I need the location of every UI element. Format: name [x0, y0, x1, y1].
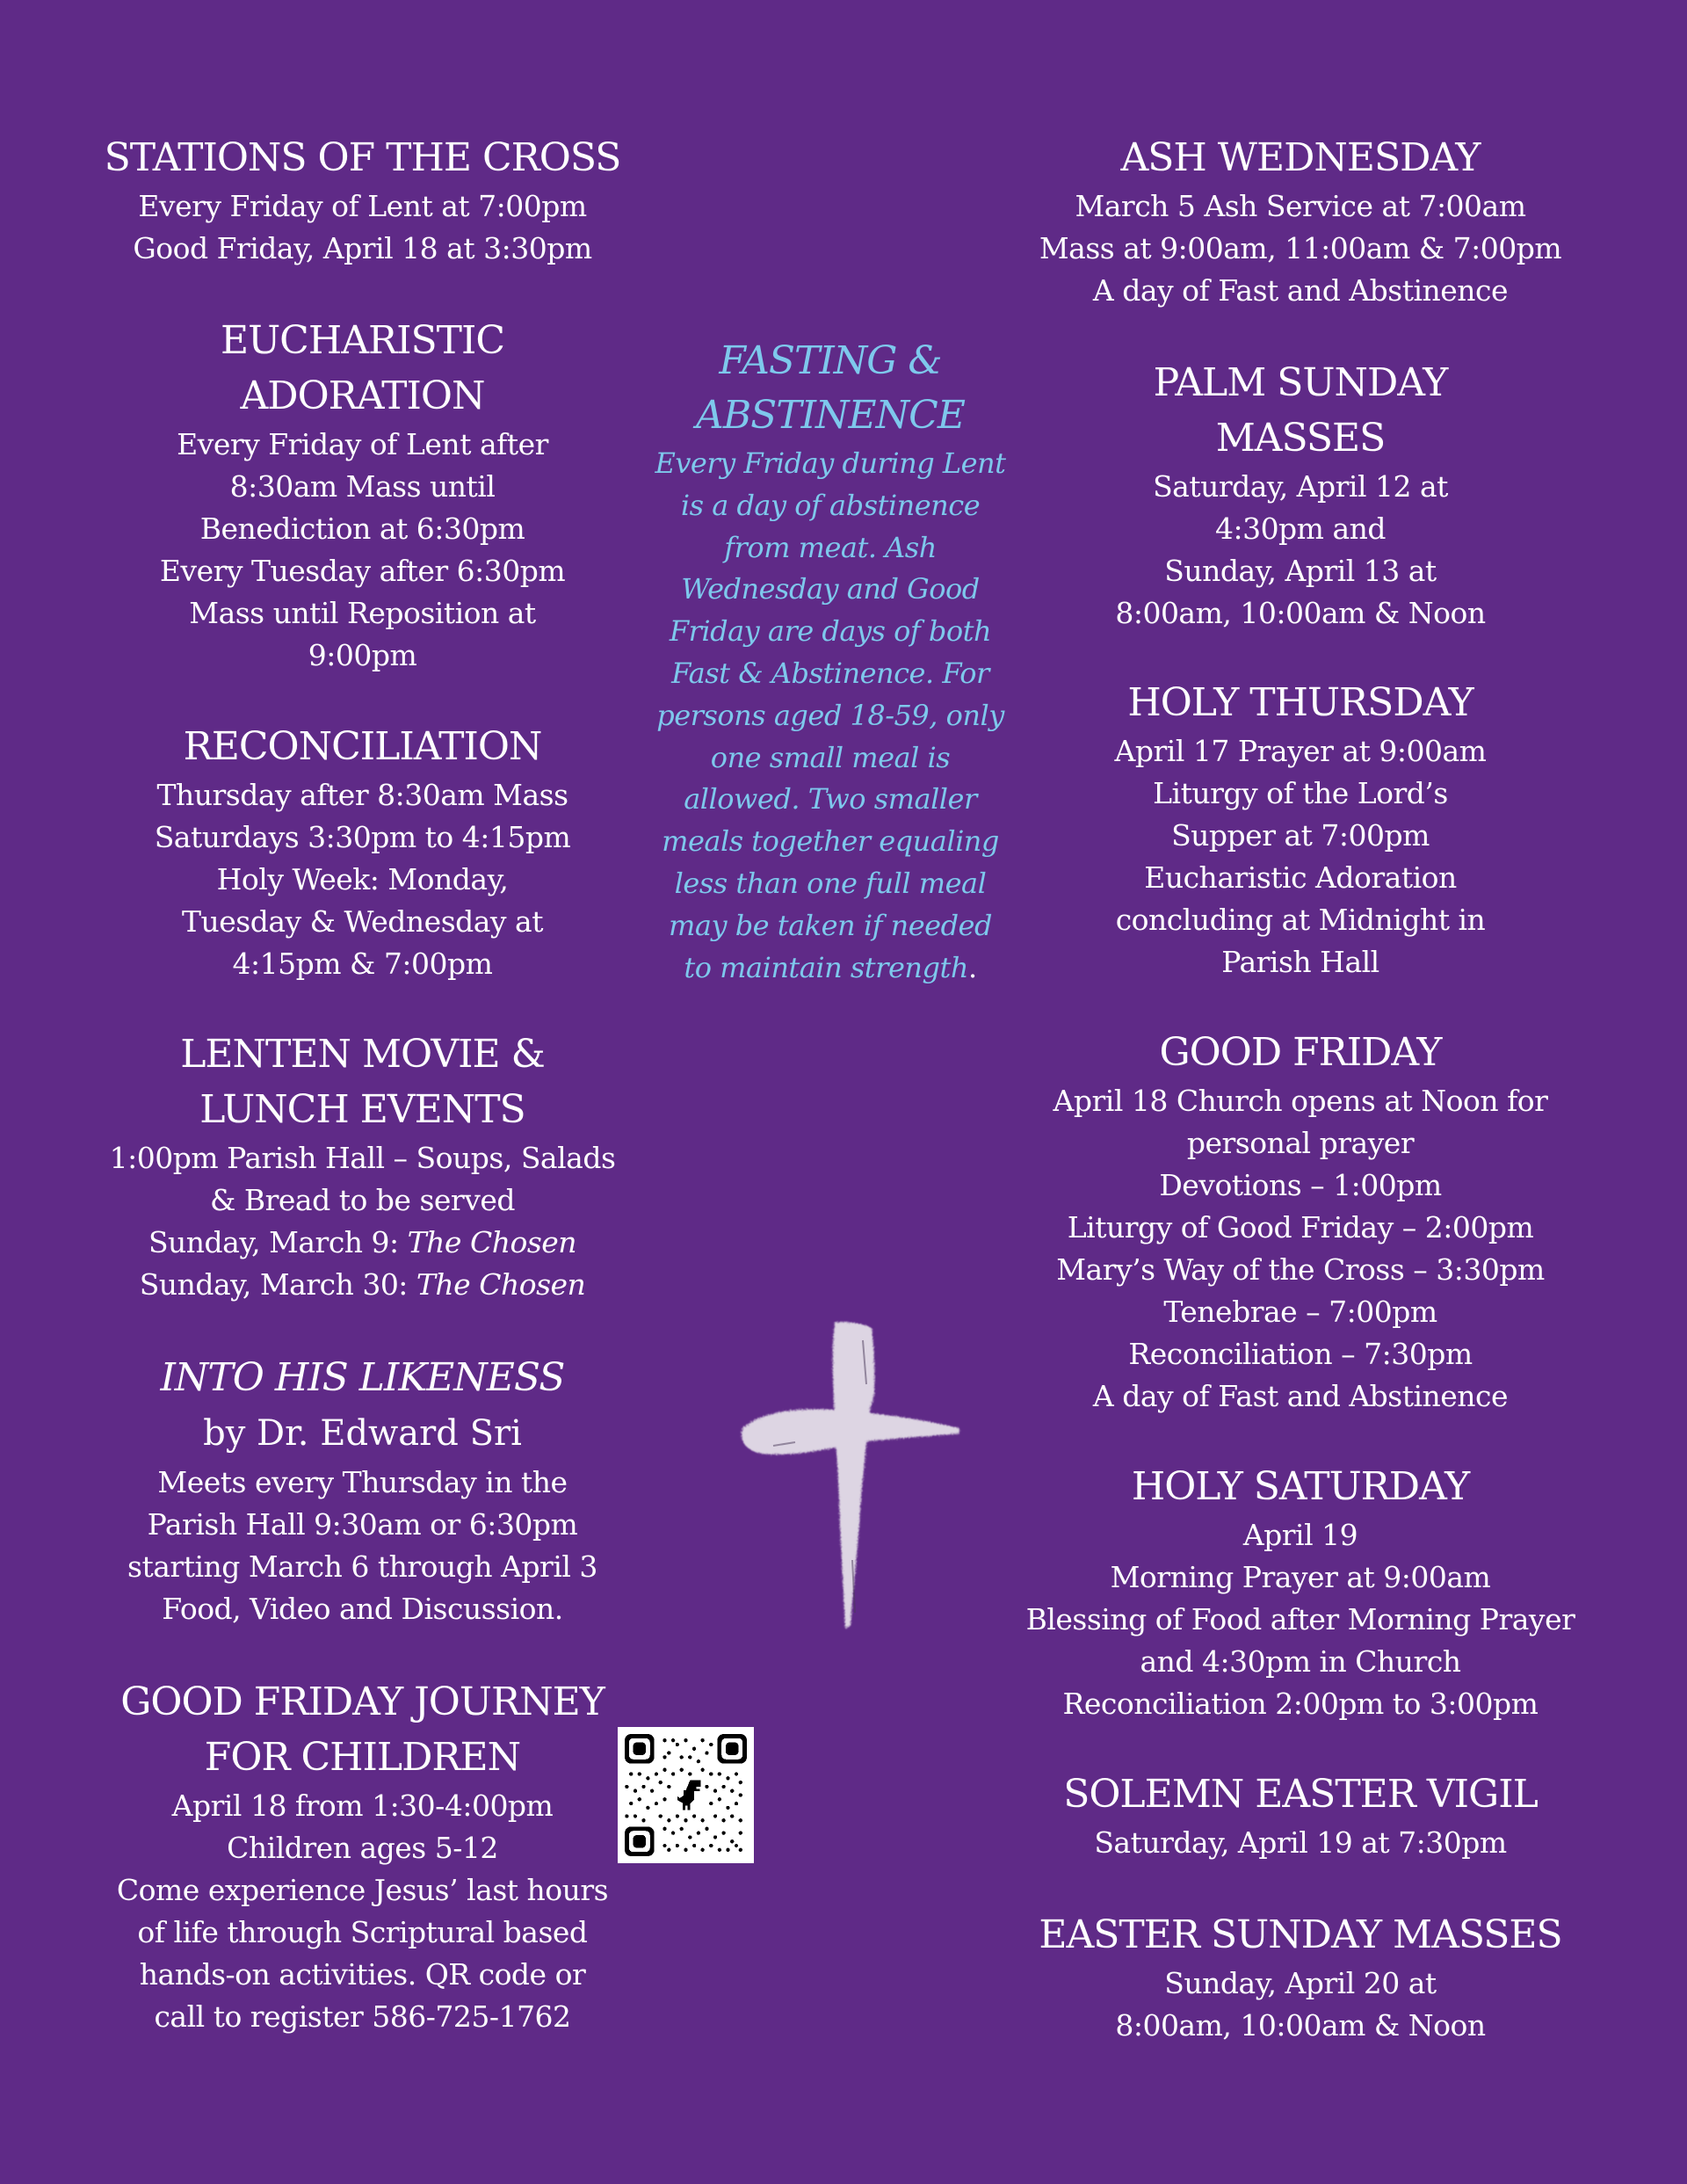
section-line: & Bread to be served: [209, 1183, 515, 1217]
section-good-friday: [1010, 1025, 1590, 1418]
section-line: A day of Fast and Abstinence: [1092, 273, 1509, 308]
section-stations-of-the-cross: [79, 130, 646, 270]
section-line: Good Friday, April 18 at 3:30pm: [133, 231, 592, 265]
final-period: .: [967, 950, 977, 984]
section-easter-sunday-masses: [1010, 1907, 1590, 2047]
section-solemn-easter-vigil: [1010, 1767, 1590, 1864]
fasting-line: from meat. Ash: [724, 530, 937, 564]
section-palm-sunday: [1010, 355, 1590, 635]
fasting-line-last: [628, 947, 1032, 990]
section-line: Morning Prayer at 9:00am: [1110, 1560, 1491, 1594]
section-line: Mass until Reposition at: [189, 596, 536, 630]
section-heading: PALM SUNDAY: [1153, 360, 1448, 405]
section-line: Mass at 9:00am, 11:00am & 7:00pm: [1039, 231, 1562, 265]
section-heading: GOOD FRIDAY JOURNEY: [120, 1680, 605, 1724]
section-line: 4:15pm & 7:00pm: [232, 947, 493, 981]
movie-title: The Chosen: [407, 1225, 577, 1259]
section-heading: INTO HIS LIKENESS: [160, 1355, 565, 1400]
section-line: Tuesday & Wednesday at: [182, 904, 543, 939]
section-line: Parish Hall 9:30am or 6:30pm: [147, 1507, 578, 1542]
fasting-line: less than one full meal: [674, 866, 987, 900]
fasting-line: Fast & Abstinence. For: [671, 656, 989, 690]
section-lenten-movie-lunch: [79, 1027, 646, 1306]
section-heading: HOLY THURSDAY: [1127, 680, 1473, 725]
section-line: 9:00pm: [308, 638, 417, 672]
section-heading: FOR CHILDREN: [204, 1735, 521, 1780]
section-holy-thursday: [1010, 675, 1590, 983]
section-heading: RECONCILIATION: [183, 724, 542, 769]
section-line: Saturdays 3:30pm to 4:15pm: [154, 820, 571, 854]
section-reconciliation: [79, 719, 646, 985]
section-line: April 18 from 1:30-4:00pm: [171, 1789, 554, 1823]
section-line: Sunday, April 13 at: [1164, 554, 1437, 588]
section-line: 1:00pm Parish Hall – Soups, Salads: [109, 1141, 616, 1175]
section-line: A day of Fast and Abstinence: [1092, 1379, 1509, 1413]
section-line: Saturday, April 12 at: [1153, 469, 1448, 504]
section-line: Children ages 5-12: [227, 1831, 498, 1865]
movie-line: [79, 1264, 646, 1306]
movie-title: The Chosen: [416, 1267, 586, 1302]
section-line: Holy Week: Monday,: [216, 862, 509, 896]
section-line: Blessing of Food after Morning Prayer: [1025, 1602, 1575, 1636]
fasting-line: Wednesday and Good: [681, 572, 980, 606]
section-line: Food, Video and Discussion.: [162, 1592, 563, 1626]
section-heading: STATIONS OF THE CROSS: [104, 135, 621, 180]
section-line: April 18 Church opens at Noon for: [1053, 1084, 1548, 1118]
section-line: and 4:30pm in Church: [1140, 1644, 1461, 1679]
section-line: Saturday, April 19 at 7:30pm: [1094, 1825, 1507, 1860]
section-line: April 17 Prayer at 9:00am: [1114, 734, 1487, 768]
section-heading: SOLEMN EASTER VIGIL: [1063, 1772, 1538, 1817]
fasting-heading: FASTING &: [719, 338, 942, 383]
fasting-line: Friday are days of both: [669, 614, 992, 649]
section-line: Liturgy of Good Friday – 2:00pm: [1067, 1210, 1534, 1244]
movie-line: [79, 1222, 646, 1264]
section-line: concluding at Midnight in: [1115, 903, 1486, 937]
section-heading: GOOD FRIDAY: [1159, 1030, 1442, 1075]
movie-date: Sunday, March 30:: [139, 1267, 416, 1302]
section-line: Every Tuesday after 6:30pm: [159, 554, 566, 588]
section-line: March 5 Ash Service at 7:00am: [1075, 189, 1526, 223]
qr-code-registration[interactable]: [618, 1727, 754, 1863]
left-column: [79, 0, 646, 2184]
section-heading: LENTEN MOVIE &: [180, 1032, 545, 1077]
section-heading: EUCHARISTIC: [220, 318, 505, 363]
section-line: 8:30am Mass until: [229, 469, 496, 504]
section-heading: HOLY SATURDAY: [1131, 1464, 1470, 1509]
section-line: 4:30pm and: [1214, 512, 1387, 546]
section-line: Come experience Jesus’ last hours: [116, 1873, 609, 1907]
section-subheading: by Dr. Edward Sri: [203, 1413, 522, 1454]
section-heading: MASSES: [1215, 416, 1386, 461]
fasting-line: Every Friday during Lent: [655, 446, 1006, 480]
fasting-line: to maintain strength: [684, 950, 968, 984]
section-line: Meets every Thursday in the: [157, 1465, 568, 1499]
section-into-his-likeness: [79, 1350, 646, 1630]
section-heading: EASTER SUNDAY MASSES: [1039, 1912, 1562, 1957]
section-line: Reconciliation – 7:30pm: [1128, 1337, 1473, 1371]
fasting-line: meals together equaling: [662, 824, 999, 859]
section-line: Parish Hall: [1221, 945, 1379, 979]
fasting-line: allowed. Two smaller: [684, 782, 977, 816]
movie-date: Sunday, March 9:: [148, 1225, 408, 1259]
fasting-line: persons aged 18-59, only: [656, 698, 1004, 732]
ash-cross-icon: [712, 1296, 967, 1639]
section-line: Reconciliation 2:00pm to 3:00pm: [1062, 1687, 1539, 1721]
section-line: Benediction at 6:30pm: [199, 512, 525, 546]
section-eucharistic-adoration: [79, 313, 646, 677]
section-heading: ASH WEDNESDAY: [1120, 135, 1481, 180]
phone-line: call to register 586-725-1762: [154, 1999, 571, 2034]
fasting-line: one small meal is: [710, 740, 951, 774]
section-line: April 19: [1242, 1518, 1358, 1552]
section-ash-wednesday: [1010, 130, 1590, 312]
section-heading: ADORATION: [240, 374, 485, 418]
section-line: 8:00am, 10:00am & Noon: [1115, 2008, 1486, 2043]
fasting-abstinence-panel: [628, 334, 1032, 989]
section-holy-saturday: [1010, 1459, 1590, 1725]
fasting-line: is a day of abstinence: [680, 488, 981, 522]
section-heading: LUNCH EVENTS: [199, 1087, 525, 1132]
section-line: Mary’s Way of the Cross – 3:30pm: [1056, 1252, 1545, 1287]
section-line: Eucharistic Adoration: [1144, 860, 1457, 895]
fasting-heading: ABSTINENCE: [696, 393, 965, 438]
section-line: Every Friday of Lent after: [177, 427, 548, 461]
section-line: Thursday after 8:30am Mass: [156, 778, 568, 812]
section-line: 8:00am, 10:00am & Noon: [1115, 596, 1486, 630]
fasting-line: may be taken if needed: [669, 908, 992, 942]
section-good-friday-journey: [62, 1674, 663, 2038]
section-line: Liturgy of the Lord’s: [1153, 776, 1448, 810]
qr-code-icon: [625, 1734, 747, 1856]
right-column: [1010, 0, 1590, 2184]
section-line: of life through Scriptural based: [137, 1915, 588, 1949]
section-line: personal prayer: [1186, 1126, 1415, 1160]
section-line: Sunday, April 20 at: [1164, 1966, 1437, 2000]
section-line: Every Friday of Lent at 7:00pm: [138, 189, 587, 223]
section-line: Tenebrae – 7:00pm: [1163, 1295, 1437, 1329]
section-line: Devotions – 1:00pm: [1159, 1168, 1442, 1202]
section-line: starting March 6 through April 3: [127, 1549, 597, 1584]
section-line: Supper at 7:00pm: [1171, 818, 1430, 853]
section-line: hands-on activities. QR code or: [139, 1957, 586, 1992]
